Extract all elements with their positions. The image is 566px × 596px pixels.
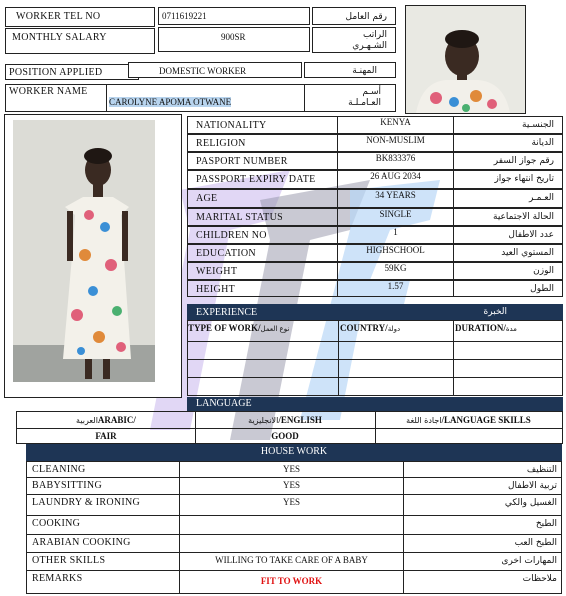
experience-row-line: [188, 377, 562, 378]
position-ar: المهنـة: [304, 62, 396, 78]
detail-row: [187, 208, 563, 226]
experience-col-duration: [453, 321, 562, 395]
detail-value: 26 AUG 2034: [338, 171, 454, 188]
name-label: WORKER NAME: [5, 84, 109, 112]
detail-label: AGE: [188, 190, 338, 207]
experience-col-type-header: [188, 321, 338, 333]
salary-ar-line1: الراتب: [362, 30, 387, 40]
detail-value: SINGLE: [338, 209, 454, 225]
detail-row: [187, 189, 563, 208]
detail-value: BK833376: [338, 153, 454, 169]
worker-tel-ar: رقم العامل: [312, 7, 396, 25]
detail-ar: الطول: [530, 284, 554, 294]
experience-col-country-header: [338, 321, 453, 333]
detail-label: CHILDREN NO: [188, 227, 338, 243]
housework-ar: المهارات اخرى: [501, 556, 557, 566]
housework-value: [180, 535, 404, 552]
housework-label: ARABIAN COOKING: [27, 535, 180, 552]
portrait-full-image: [5, 115, 181, 397]
detail-ar: رقم جواز السفر: [493, 156, 554, 166]
detail-value: NON-MUSLIM: [338, 135, 454, 151]
detail-ar: الوزن: [533, 266, 554, 276]
salary-label-text: MONTHLY SALARY: [12, 32, 107, 43]
detail-label: WEIGHT: [188, 263, 338, 279]
experience-title: EXPERIENCE: [196, 307, 258, 318]
worker-photo-full: [4, 114, 182, 398]
housework-bar: [26, 444, 562, 461]
detail-label: PASSPORT EXPIRY DATE: [188, 171, 338, 188]
detail-row: [187, 152, 563, 170]
name-value: CAROLYNE APOMA OTWANE: [109, 97, 232, 107]
detail-ar: عدد الاطفال: [508, 230, 554, 240]
detail-ar: العـمـر: [528, 193, 554, 203]
detail-value: 1: [338, 227, 454, 243]
detail-ar: تاريخ انتهاء جواز: [494, 174, 554, 184]
experience-col-country: [338, 321, 454, 395]
housework-row: [27, 571, 561, 593]
experience-col-country-ar: دولة: [387, 325, 401, 333]
housework-ar: الطبخ: [535, 519, 557, 529]
detail-ar: الحالة الاجتماعية: [493, 212, 554, 222]
housework-label: BABYSITTING: [27, 478, 180, 494]
language-skills-ar: اجادة اللغة: [406, 416, 442, 425]
detail-label: NATIONALITY: [188, 117, 338, 133]
experience-col-country-label: COUNTRY/: [340, 323, 388, 333]
language-arabic-col: [17, 412, 196, 443]
housework-table: [26, 461, 562, 594]
name-ar: [304, 84, 396, 112]
housework-ar: ملاحظات: [522, 574, 557, 584]
detail-row: [187, 262, 563, 280]
detail-value: KENYA: [338, 117, 454, 133]
detail-row: [187, 116, 563, 134]
housework-value: YES: [180, 495, 404, 515]
detail-value: 1.57: [338, 281, 454, 296]
details-table: [187, 116, 563, 297]
detail-label: EDUCATION: [188, 245, 338, 261]
salary-ar-line2: الشـهـري: [352, 41, 387, 51]
position-value: DOMESTIC WORKER: [128, 62, 302, 78]
language-english-header: [195, 412, 375, 425]
housework-row: [27, 553, 561, 571]
experience-bar: [187, 304, 563, 320]
worker-photo-small: [405, 5, 526, 114]
housework-value: YES: [180, 478, 404, 494]
language-arabic-header: [17, 412, 195, 425]
housework-label: OTHER SKILLS: [27, 553, 180, 570]
detail-value: 59KG: [338, 263, 454, 279]
housework-row: [27, 478, 561, 495]
housework-row: [27, 535, 561, 553]
detail-ar: الديانة: [531, 138, 554, 148]
housework-ar: الغسيل والكي: [504, 498, 557, 508]
language-english-level: GOOD: [195, 428, 375, 441]
detail-row: [187, 170, 563, 189]
detail-ar: الجنسـية: [522, 120, 554, 130]
housework-ar: تربية الاطفال: [507, 481, 557, 491]
worker-tel-label: WORKER TEL NO: [5, 7, 155, 27]
housework-ar: الطبخ العب: [514, 538, 557, 548]
experience-title-ar: الخبرة: [483, 307, 507, 317]
position-label: POSITION APPLIED: [5, 64, 139, 80]
detail-value: 34 YEARS: [338, 190, 454, 207]
language-skills-label: /LANGUAGE SKILLS: [441, 415, 531, 425]
detail-label: MARITAL STATUS: [188, 209, 338, 225]
portrait-small-image: [406, 6, 525, 113]
language-english-ar: الانجليزية: [248, 416, 279, 425]
salary-label: [5, 28, 155, 54]
experience-col-duration-label: DURATION/: [455, 323, 506, 333]
experience-col-duration-ar: مدة: [505, 325, 517, 333]
experience-row-line: [188, 341, 562, 342]
language-title: LANGUAGE: [196, 398, 252, 409]
detail-row: [187, 226, 563, 244]
language-english-col: [195, 412, 376, 443]
language-arabic-label: ARABIC/: [97, 415, 136, 425]
housework-row: [27, 516, 561, 535]
detail-row: [187, 280, 563, 297]
housework-row: [27, 495, 561, 516]
detail-value: HIGHSCHOOL: [338, 245, 454, 261]
language-skills-header: [375, 412, 562, 425]
name-ar-line2: العـامـلـة: [348, 98, 381, 108]
housework-ar: التنظيف: [526, 465, 557, 475]
housework-value: WILLING TO TAKE CARE OF A BABY: [180, 553, 404, 570]
detail-row: [187, 134, 563, 152]
housework-value: YES: [180, 462, 404, 477]
language-skills-col: [375, 412, 562, 443]
name-ar-line1: أسـم: [362, 87, 381, 97]
language-table: [16, 411, 563, 444]
detail-label: RELIGION: [188, 135, 338, 151]
housework-label: CLEANING: [27, 462, 180, 477]
housework-title: HOUSE WORK: [260, 446, 328, 457]
experience-col-type: [188, 321, 339, 395]
housework-label: REMARKS: [27, 571, 180, 593]
language-skills-empty: [375, 428, 562, 441]
language-bar: [187, 397, 563, 411]
experience-col-type-label: TYPE OF WORK/: [188, 323, 261, 333]
housework-value: FIT TO WORK: [180, 571, 404, 593]
language-arabic-ar: العربية: [76, 416, 98, 425]
name-value-cell: [106, 84, 308, 112]
salary-value: 900SR: [158, 27, 310, 52]
experience-col-type-ar: نوع العمل: [260, 325, 290, 333]
experience-col-duration-header: [453, 321, 562, 333]
experience-row-line: [188, 359, 562, 360]
housework-value: [180, 516, 404, 534]
detail-label: HEIGHT: [188, 281, 338, 296]
detail-label: PASPORT NUMBER: [188, 153, 338, 169]
experience-table: [187, 320, 563, 396]
language-arabic-level: FAIR: [17, 428, 195, 441]
housework-row: [27, 462, 561, 478]
language-english-label: /ENGLISH: [278, 415, 322, 425]
detail-ar: المستوي العيد: [501, 248, 554, 258]
housework-label: LAUNDRY & IRONING: [27, 495, 180, 515]
detail-row: [187, 244, 563, 262]
housework-label: COOKING: [27, 516, 180, 534]
salary-ar: [312, 27, 396, 53]
worker-tel-value: 0711619221: [158, 7, 310, 25]
